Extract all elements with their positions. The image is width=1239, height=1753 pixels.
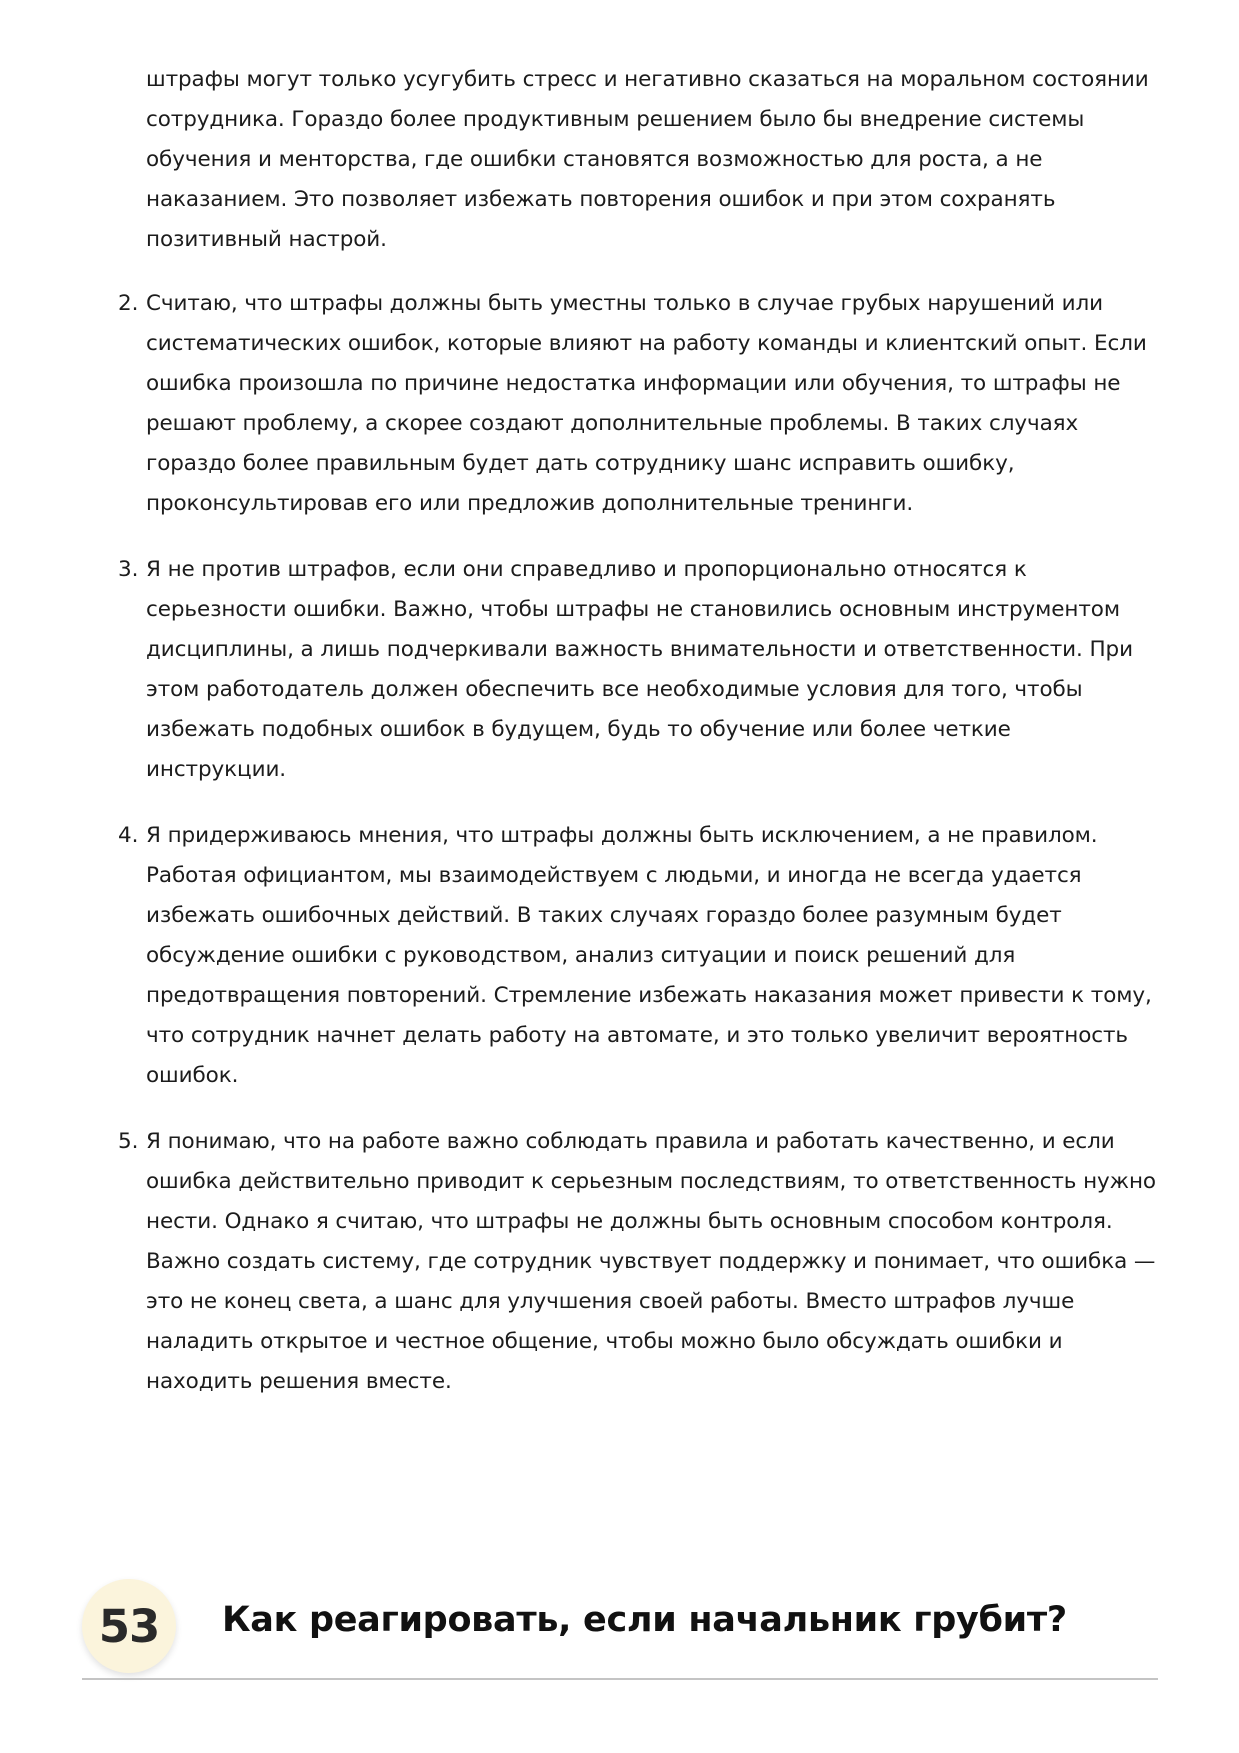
list-item xyxy=(118,284,1156,524)
list-item xyxy=(118,816,1156,1096)
list-item-text: Я понимаю, что на работе важно соблюдать правила и работать качественно, и если ошибка действительно приводит к серьезным последствиям, то ответственность нужно нести. Однако я считаю, что штрафы не должны быть основным способом контроля. Важно создать систему, где сотрудник чувствует поддержку и понимает, что ошибка — это не конец света, а шанс для улучшения своей работы. Вместо штрафов лучше наладить открытое и честное общение, чтобы можно было обсуждать ошибки и находить решения вместе. xyxy=(146,1129,1156,1394)
section-number: 53 xyxy=(98,1599,160,1653)
section-header xyxy=(82,1575,1158,1679)
list-item xyxy=(118,1122,1156,1402)
list-item-number: 4. xyxy=(118,823,139,848)
section-number-badge xyxy=(82,1579,176,1673)
list-item-number: 3. xyxy=(118,557,139,582)
list-item-text: Я придерживаюсь мнения, что штрафы должны быть исключением, а не правилом. Работая официантом, мы взаимодействуем с людьми, и иногда не всегда удается избежать ошибочных действий. В таких случаях гораздо более разумным будет обсуждение ошибки с руководством, анализ ситуации и поиск решений для предотвращения повторений. Стремление избежать наказания может привести к тому, что сотрудник начнет делать работу на автомате, и это только увеличит вероятность ошибок. xyxy=(146,823,1152,1088)
section-title: Как реагировать, если начальник грубит? xyxy=(222,1600,1067,1640)
list-item-text: Я не против штрафов, если они справедливо и пропорционально относятся к серьезности ошибки. Важно, чтобы штрафы не становились основным инструментом дисциплины, а лишь подчеркивали важность внимательности и ответственности. При этом работодатель должен обеспечить все необходимые условия для того, чтобы избежать подобных ошибок в будущем, будь то обучение или более четкие инструкции. xyxy=(146,557,1133,782)
continuation-paragraph: штрафы могут только усугубить стресс и негативно сказаться на моральном состоянии сотрудника. Гораздо более продуктивным решением было бы внедрение системы обучения и менторства, где ошибки становятся возможностью для роста, а не наказанием. Это позволяет избежать повторения ошибок и при этом сохранять позитивный настрой. xyxy=(146,67,1149,252)
list-item-text: Считаю, что штрафы должны быть уместны только в случае грубых нарушений или систематических ошибок, которые влияют на работу команды и клиентский опыт. Если ошибка произошла по причине недостатка информации или обучения, то штрафы не решают проблему, а скорее создают дополнительные проблемы. В таких случаях гораздо более правильным будет дать сотруднику шанс исправить ошибку, проконсультировав его или предложив дополнительные тренинги. xyxy=(146,291,1147,516)
list-item-number: 2. xyxy=(118,291,139,316)
list-item xyxy=(118,550,1156,790)
section-divider xyxy=(82,1678,1158,1680)
answer-list xyxy=(118,284,1156,1402)
list-item-number: 5. xyxy=(118,1129,139,1154)
